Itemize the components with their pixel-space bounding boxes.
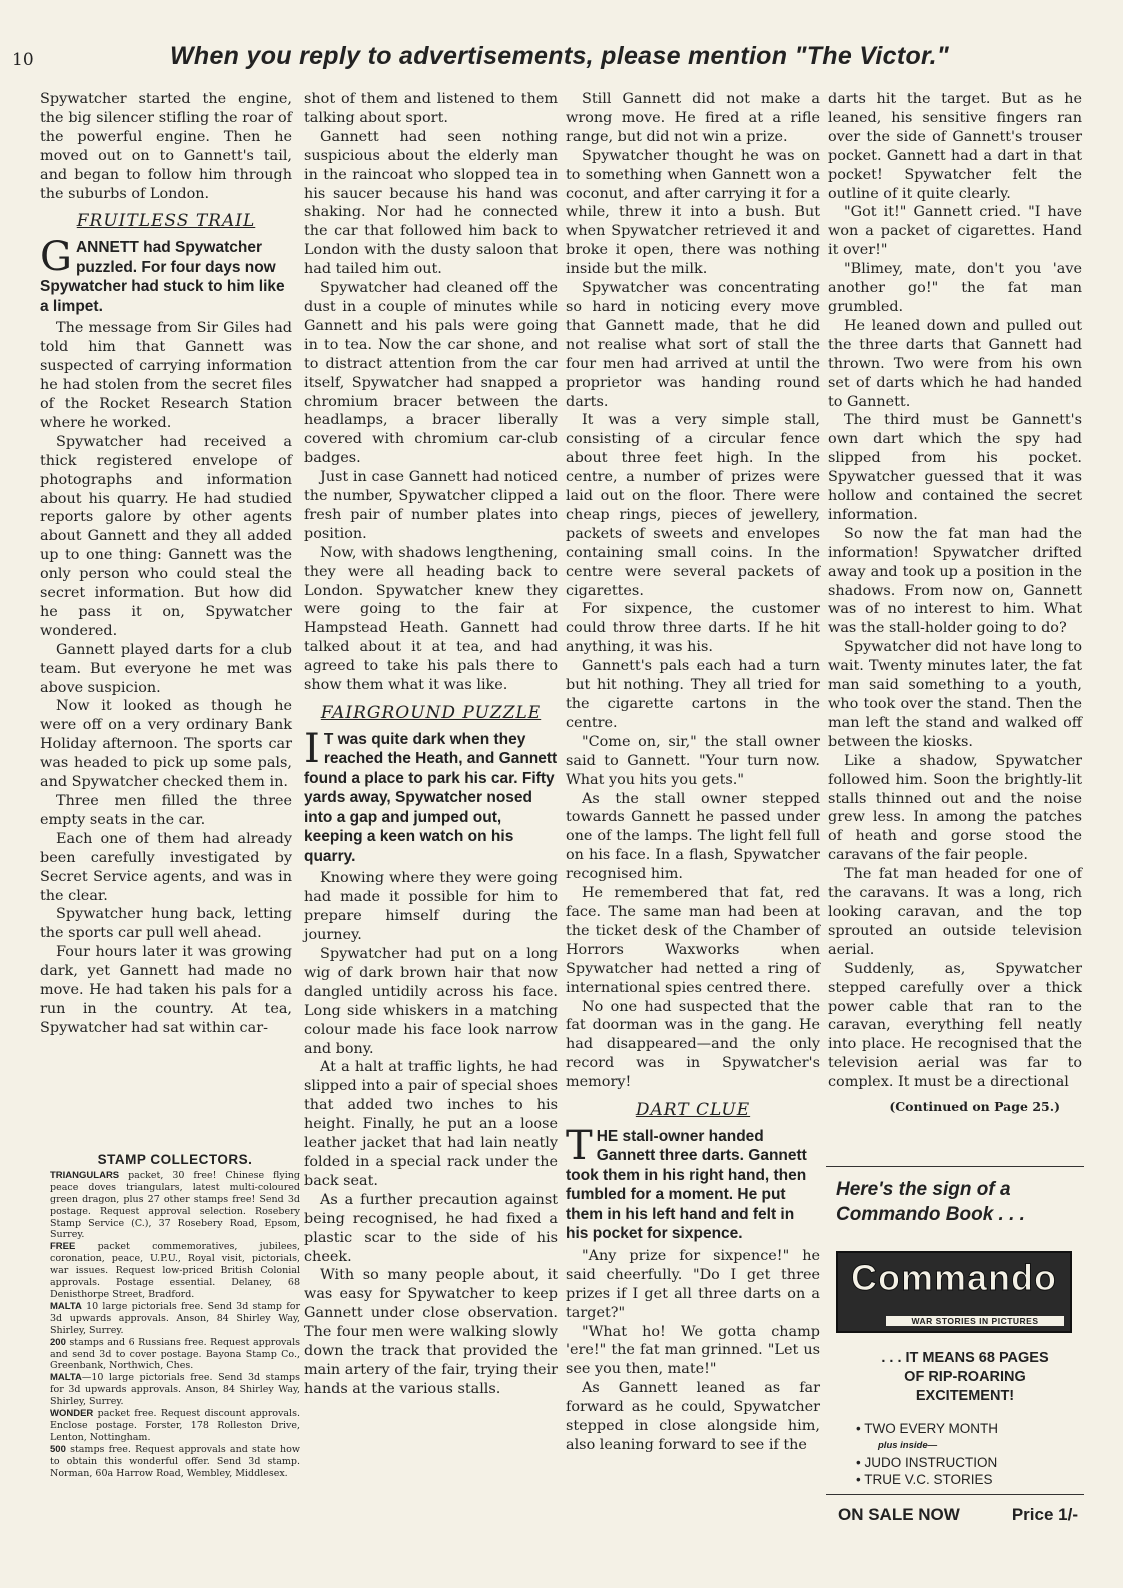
paragraph: As the stall owner stepped towards Gannett he passed under one of the lamps. The light fell full on his face. In a flash, Spywatcher recognised him. [566, 790, 820, 883]
paragraph: Spywatcher was concentrating so hard in noticing every move that Gannett made, that he did not realise what sort of stall the four men had arrived at until the proprietor was handing round darts. [566, 280, 820, 410]
section-heading: FAIRGROUND PUZZLE [320, 703, 542, 723]
logo-subtitle: WAR STORIES IN PICTURES [886, 1316, 1064, 1326]
paragraph: Spywatcher did not have long to wait. Twenty minutes later, the fat man said something to a youth, who took over the stand. Then the man left the stand and walked off between the kiosks. [828, 639, 1082, 750]
section-heading: DART CLUE [635, 1100, 751, 1121]
ad-pitch-line: OF RIP-ROARING [904, 1369, 1026, 1385]
ad-text: stamps free. Request approvals and state how to obtain this wonderful offer. Send 3d stamp. Norman, 60a Harrow Road, Wembley, Middlesex. [50, 1443, 300, 1479]
paragraph: "Any prize for sixpence!" he said cheerfully. "Do I get three prizes if I get all three darts on a target?" [566, 1247, 820, 1321]
ad-keyword: 500 [50, 1443, 66, 1455]
paragraph: Gannett's pals each had a turn but hit nothing. They all tried for the cigarette cartons in the centre. [566, 658, 820, 731]
classified-ad [50, 1241, 300, 1301]
paragraph: So now the fat man had the information! Spywatcher drifted away and took up a position in the shadows. From now on, Gannett was of no interest to him. What was the stall-holder going to do? [828, 525, 1082, 637]
classified-ad [50, 1170, 300, 1241]
paragraph: "What ho! We gotta champ 'ere!" the fat man grinned. "Let us see you then, mate!" [566, 1323, 820, 1378]
ad-text: stamps and 6 Russians free. Request approvals and send 3d to cover postage. Bayona Stamp Co., Greenbank, Northwich, Ches. [50, 1336, 300, 1372]
commando-logo [836, 1251, 1072, 1333]
on-sale-text: ON SALE NOW [838, 1505, 960, 1524]
classified-ad [50, 1444, 300, 1480]
paragraph: Spywatcher had put on a long wig of dark brown hair that now dangled untidily across his face. Long side whiskers in a matching colour made his face look narrow and bony. [304, 946, 558, 1057]
paragraph: Now it looked as though he were off on a very ordinary Bank Holiday afternoon. The sports car was headed to pick up some pals, and Spywatcher checked them in. [40, 698, 292, 791]
lead-paragraph [566, 1122, 820, 1244]
ad-feature: • JUDO INSTRUCTION [856, 1455, 998, 1470]
ad-tagline-line: Commando Book . . . [836, 1204, 1025, 1225]
ad-text: —10 large pictorials free. Send 3d stamps for 3d upwards approvals. Anson, 84 Shirley Way, Shirley, Surrey. [50, 1372, 300, 1408]
paragraph: Just in case Gannett had noticed the number, Spywatcher clipped a fresh pair of number plates into position. [304, 469, 558, 542]
drop-cap: G [40, 234, 72, 281]
ad-text: packet free. Request discount approvals. Enclose postage. Forster, 178 Rolleston Drive, Lenton, Nottingham. [50, 1408, 300, 1443]
ad-keyword: MALTA [50, 1300, 82, 1312]
ad-feature: • TWO EVERY MONTH [856, 1421, 998, 1436]
paragraph: Each one of them had already been carefully investigated by Secret Service agents, and was in the clear. [40, 830, 292, 904]
ad-keyword: FREE [50, 1241, 76, 1253]
commando-advertisement [826, 1166, 1084, 1533]
paragraph: At a halt at traffic lights, he had slipped into a pair of special shoes that added two inches to his height. Finally, he put an a loose leather jacket that had lain neatly folded in a special rack under the back seat. [304, 1059, 558, 1189]
ad-keyword: MALTA [50, 1372, 82, 1384]
paragraph: Now, with shadows lengthening, they were all heading back to London. Spywatcher knew they were going to the fair at Hampstead Heath. Gannett had talked about it at tea, and had agreed to take his pals there to show them what it was like. [304, 544, 558, 694]
classified-ad [50, 1372, 300, 1408]
ad-keyword: 200 [50, 1336, 66, 1348]
paragraph: As a further precaution against being recognised, he had fixed a plastic scar to the side of his cheek. [304, 1191, 558, 1265]
ad-pitch-line: . . . IT MEANS 68 PAGES [881, 1350, 1049, 1366]
paragraph: shot of them and listened to them talking about sport. [304, 91, 558, 126]
ad-feature: • TRUE V.C. STORIES [856, 1472, 993, 1487]
continued-note: (Continued on Page 25.) [889, 1099, 1060, 1115]
ad-footer [826, 1494, 1084, 1533]
lead-text: HE stall-owner handed Gannett three darts. Gannett took them in his right hand, then fumbled for a moment. He put them in his left hand and felt in his pocket for sixpence. [566, 1127, 807, 1243]
paragraph: Gannett had seen nothing suspicious about the elderly man in the raincoat who slopped tea in his saucer because his hand was shaking. Nor had he connected the car that followed him back to London with the dusty saloon that had tailed him out. [304, 128, 558, 278]
paragraph: Three men filled the three empty seats in the car. [40, 793, 292, 828]
paragraph: He leaned down and pulled out the three darts that Gannett had thrown. Two were from his own set of darts which he had handed to Gannett. [828, 317, 1082, 410]
lead-text: ANNETT had Spywatcher puzzled. For four days now Spywatcher had stuck to him like a limpet. [40, 239, 285, 315]
paragraph: Spywatcher hung back, letting the sports car pull well ahead. [40, 906, 292, 942]
lead-paragraph [40, 234, 292, 316]
ad-feature-list [856, 1420, 1084, 1488]
ad-pitch-line: EXCITEMENT! [915, 1388, 1015, 1404]
price-text: Price 1/- [1011, 1505, 1078, 1524]
paragraph: Like a shadow, Spywatcher followed him. Soon the brightly-lit stalls thinned out and the noise grew less. In among the patches of heath and gorse stood the caravans of the fair people. [828, 752, 1082, 864]
ad-text: packet, 30 free! Chinese flying peace doves triangulars, latest multi-coloured green dragon, plus 27 other stamps free! Send 3d postage. Request approval selection. Rosebery Stamp Service (C.), 37 Rosebery Road, Epsom, Surrey. [50, 1169, 300, 1241]
ad-text: 10 large pictorials free. Send 3d stamp for 3d upwards approvals. Anson, 84 Shirley Way, Shirley, Surrey. [50, 1300, 300, 1336]
paragraph: It was a very simple stall, consisting of a circular fence about three feet high. In the centre, a number of prizes were laid out on the floor. There were cheap rings, pieces of jewellery, packets of sweets and envelopes containing small coins. In the centre were several packets of cigarettes. [566, 412, 820, 599]
page-header: When you reply to advertisements, please mention "The Victor." [170, 42, 950, 70]
ad-keyword: TRIANGULARS [50, 1169, 120, 1181]
paragraph: For sixpence, the customer could throw three darts. If he hit anything, it was his. [566, 601, 820, 656]
paragraph: The third must be Gannett's own dart which the spy had slipped from his pocket. Spywatcher guessed that it was hollow and contained the secret information. [828, 412, 1082, 523]
column-2 [304, 90, 558, 1399]
paragraph: Spywatcher thought he was on to something when Gannett won a coconut, and after carrying it for a while, threw it into a bush. But when Spywatcher retrieved it and broke it open, there was nothing inside but the milk. [566, 147, 820, 278]
paragraph: He remembered that fat, red face. The same man had been at the ticket desk of the Chamber of Horrors Waxworks when Spywatcher had netted a ring of international spies centred there. [566, 885, 820, 996]
ad-text: packet commemoratives, jubilees, coronation, peace, U.P.U., Royal visit, pictorials, war issues. Request low-priced British Colonial approvals. Postage essential. Delaney, 68 Denisthorpe Street, Bradford. [50, 1241, 300, 1300]
drop-cap: T [566, 1122, 593, 1169]
paragraph: The message from Sir Giles had told him that Gannett was suspected of carrying information he had stolen from the secret files of the Rocket Research Station where he worked. [40, 320, 292, 431]
column-1 [40, 90, 292, 1038]
paragraph: Spywatcher had cleaned off the dust in a couple of minutes while Gannett and his pals were going in to tea. Now the car shone, and to distract attention from the car itself, Spywatcher had snapped a chromium bracer between the headlamps, a bracer liberally covered with chromium car-club badges. [304, 280, 558, 467]
lead-paragraph [304, 725, 558, 867]
page-number: 10 [12, 50, 34, 70]
column-4 [828, 90, 1082, 1117]
paragraph: With so many people about, it was easy for Spywatcher to keep Gannett under close observation. The four men were walking slowly down the track that provided the main artery of the fair, trying their hands at the various stalls. [304, 1267, 558, 1397]
paragraph: Four hours later it was growing dark, yet Gannett had made no move. He had taken his pals for a run in the country. At tea, Spywatcher had sat within car- [40, 944, 292, 1036]
drop-cap: I [304, 725, 320, 772]
ad-pitch [846, 1349, 1084, 1406]
paragraph: "Blimey, mate, don't you 'ave another go!" the fat man grumbled. [828, 261, 1082, 315]
paragraph: "Come on, sir," the stall owner said to Gannett. "Your turn now. What you hits you gets." [566, 733, 820, 788]
column-3 [566, 90, 820, 1455]
stamp-ads-title: STAMP COLLECTORS. [97, 1152, 253, 1167]
ad-keyword: WONDER [50, 1408, 94, 1420]
ad-plus-note: plus inside— [878, 1440, 938, 1451]
paragraph: The fat man headed for one of the caravans. It was a long, rich looking caravan, and the top sprouted an outside television aerial. [828, 866, 1082, 958]
paragraph: Suddenly, as, Spywatcher stepped carefully over a thick power cable that ran to the caravan, everything fell neatly into place. He recognised that the television aerial was far to complex. It must be a directional [828, 960, 1082, 1091]
ad-tagline [836, 1177, 1084, 1227]
paragraph: Still Gannett did not make a wrong move. He fired at a rifle range, but did not win a prize. [566, 91, 820, 145]
paragraph: Spywatcher started the engine, the big silencer stifling the roar of the powerful engine. Then he moved out on to Gannett's tail, and began to follow him through the suburbs of London. [40, 91, 292, 202]
paragraph: darts hit the target. But as he leaned, his sensitive fingers ran over the side of Gannett's trouser pocket. Gannett had a dart in that pocket! Spywatcher felt the outline of it quite clearly. [828, 91, 1082, 202]
classified-ad [50, 1337, 300, 1373]
paragraph: Spywatcher had received a thick registered envelope of photographs and information about his quarry. He had studied reports galore by other agents about Gannett and they all added up to one thing: Gannett was the only person who could steal the secret information. But how did he pass it on, Spywatcher wondered. [40, 433, 292, 639]
paragraph: No one had suspected that the fat doorman was in the gang. He had disappeared—and the only record was in Spywatcher's memory! [566, 998, 820, 1091]
ad-tagline-line: Here's the sign of a [836, 1179, 1011, 1200]
paragraph: As Gannett leaned as far forward as he could, Spywatcher stepped in close alongside him, also leaning forward to see if the [566, 1380, 820, 1453]
section-heading: FRUITLESS TRAIL [76, 211, 256, 232]
logo-wordmark: Commando [851, 1257, 1057, 1298]
classified-ad [50, 1301, 300, 1337]
paragraph: Knowing where they were going had made it possible for him to prepare himself during the journey. [304, 870, 558, 944]
paragraph: "Got it!" Gannett cried. "I have won a packet of cigarettes. Hand it over!" [828, 204, 1082, 259]
stamp-collectors-ads [50, 1154, 300, 1479]
paragraph: Gannett played darts for a club team. But everyone he met was above suspicion. [40, 641, 292, 696]
classified-ad [50, 1408, 300, 1444]
lead-text: T was quite dark when they reached the Heath, and Gannett found a place to park his car. Fifty yards away, Spywatcher nosed into a gap and jumped out, keeping a keen watch on his quarry. [304, 730, 558, 865]
